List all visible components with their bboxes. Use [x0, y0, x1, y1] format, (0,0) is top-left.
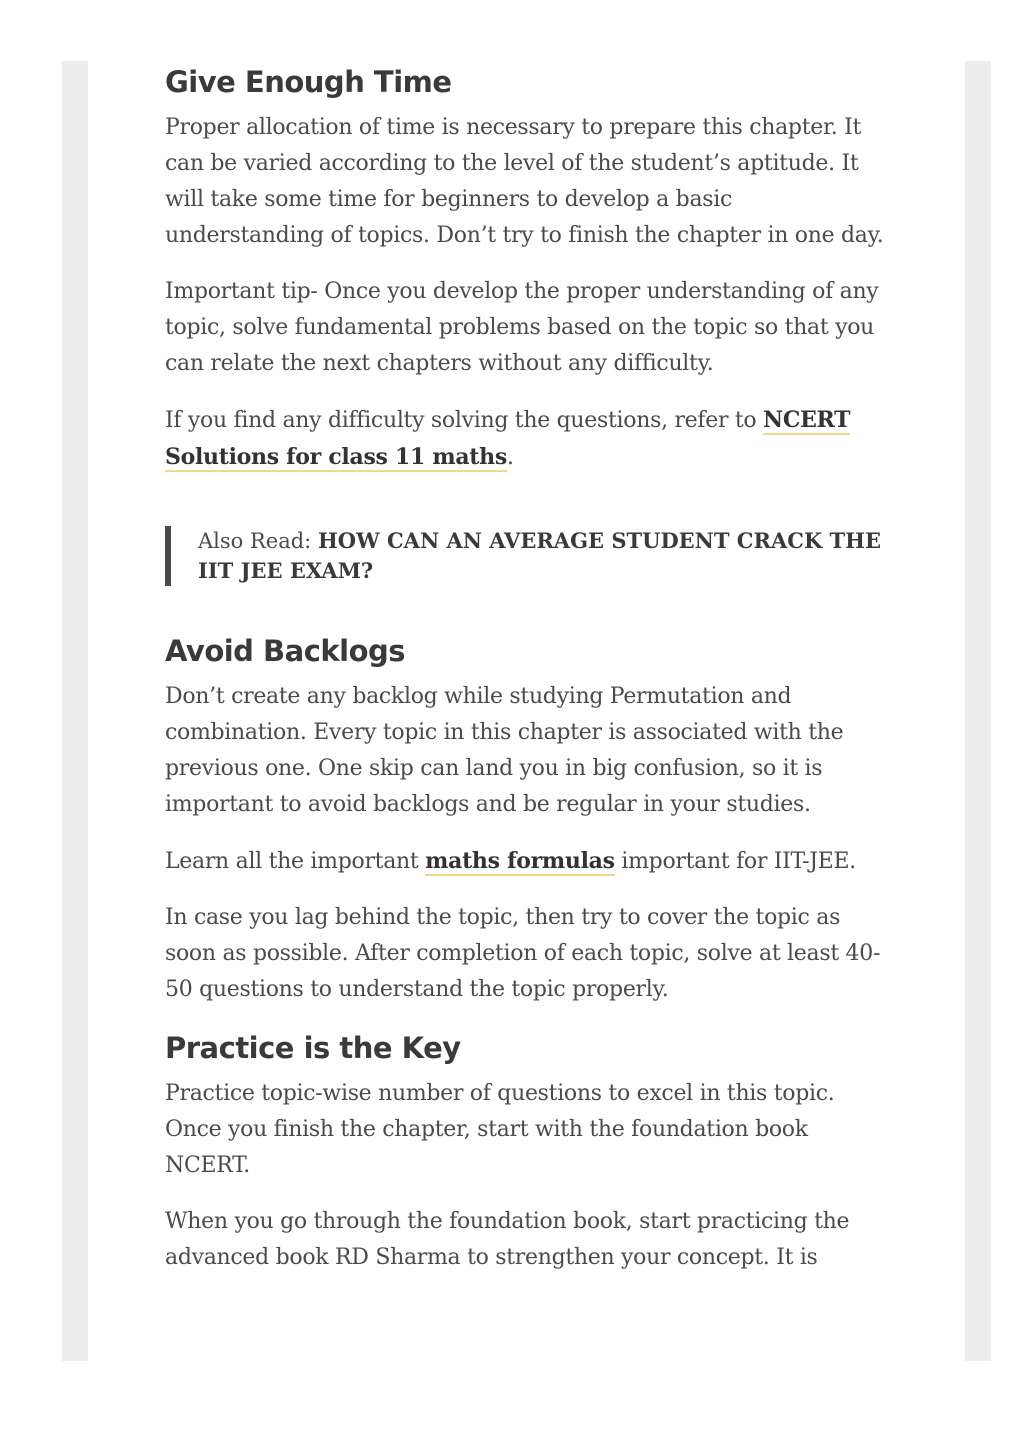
- heading-practice-key: Practice is the Key: [165, 1031, 461, 1065]
- heading-avoid-backlogs: Avoid Backlogs: [165, 634, 406, 668]
- paragraph: [165, 843, 890, 880]
- heading-give-enough-time: Give Enough Time: [165, 65, 452, 99]
- text: .: [506, 445, 514, 470]
- text: important for IIT-JEE.: [614, 849, 856, 874]
- text: Learn all the important: [165, 849, 426, 874]
- paragraph: In case you lag behind the topic, then try to cover the topic as soon as possible. After completion of each topic, solve at least 40-50 questions to understand the topic properly.: [165, 905, 881, 1002]
- ncert-solutions-link[interactable]: NCERT Solutions for class 11 maths: [165, 407, 851, 470]
- paragraph: Important tip- Once you develop the proper understanding of any topic, solve fundamental problems based on the topic so that you can relate the next chapters without any difficulty.: [165, 279, 879, 376]
- paragraph: [165, 402, 890, 476]
- left-margin-bar: [62, 61, 88, 1361]
- also-read-callout: [165, 526, 890, 586]
- paragraph: Practice topic-wise number of questions to excel in this topic. Once you finish the chapter, start with the foundation book NCERT.: [165, 1081, 835, 1178]
- also-read-label: Also Read:: [198, 529, 318, 553]
- paragraph: When you go through the foundation book, start practicing the advanced book RD Sharma to strengthen your concept. It is: [165, 1209, 850, 1270]
- right-margin-bar: [965, 61, 991, 1361]
- paragraph: Don’t create any backlog while studying Permutation and combination. Every topic in this chapter is associated with the previous one. One skip can land you in big confusion, so it is important to avoid backlogs and be regular in your studies.: [165, 684, 844, 817]
- maths-formulas-link[interactable]: maths formulas: [425, 848, 615, 874]
- article-body: [165, 62, 890, 1296]
- paragraph: Proper allocation of time is necessary to prepare this chapter. It can be varied according to the level of the student’s aptitude. It will take some time for beginners to develop a basic understanding of topics. Don’t try to finish the chapter in one day.: [165, 115, 884, 248]
- text: If you find any difficulty solving the questions, refer to: [165, 408, 764, 433]
- also-read-link[interactable]: HOW CAN AN AVERAGE STUDENT CRACK THE IIT JEE EXAM?: [198, 528, 882, 583]
